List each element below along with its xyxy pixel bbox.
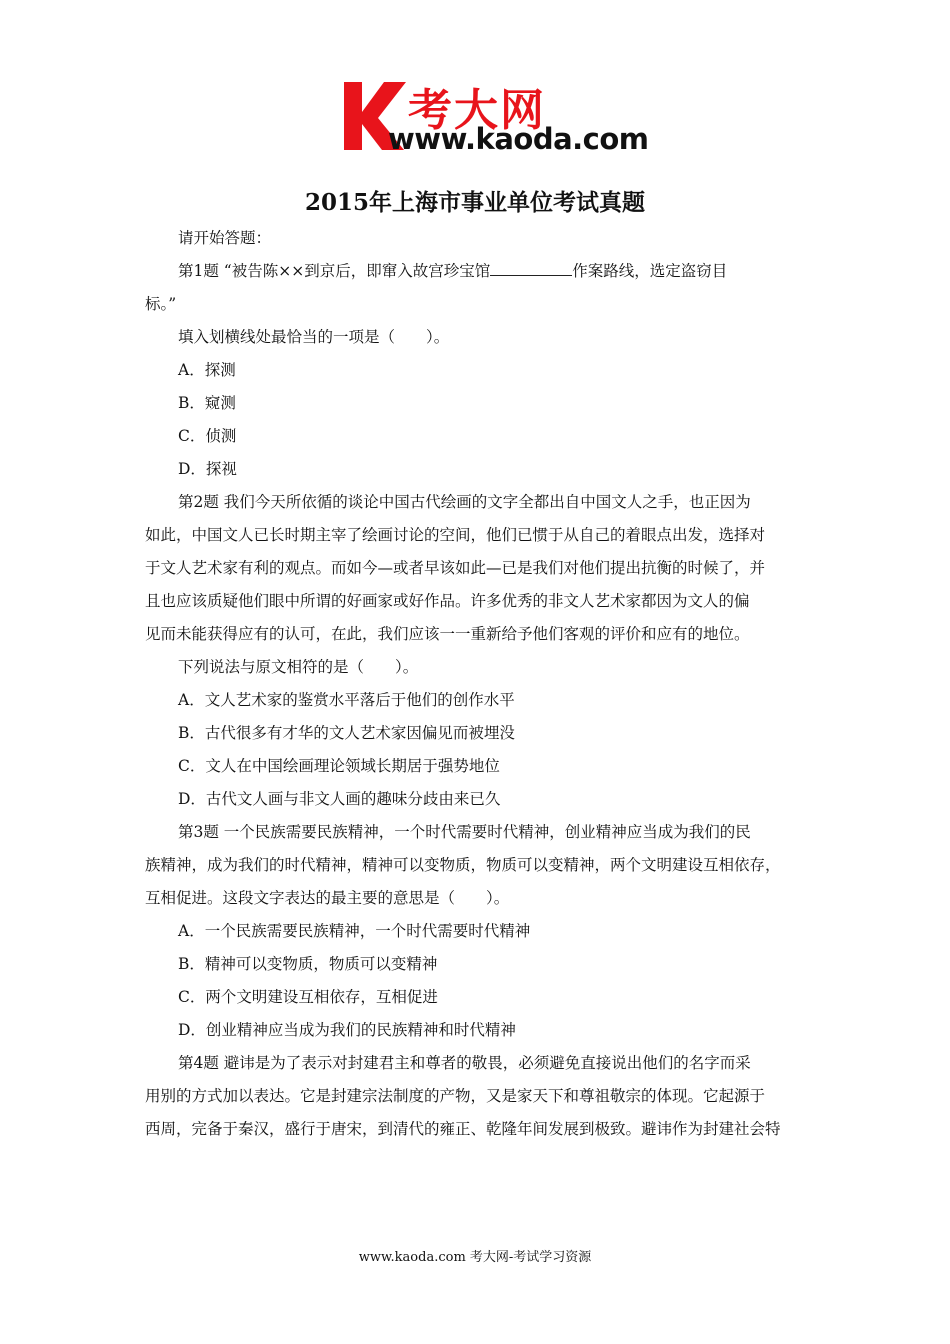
q2-option-a: A．文人艺术家的鉴赏水平落后于他们的创作水平 — [178, 691, 515, 709]
intro-text: 请开始答题： — [178, 229, 272, 247]
q2-line-3: 于文人艺术家有利的观点。而如今—或者早该如此—已是我们对他们提出抗衡的时候了，并 — [145, 559, 766, 577]
logo-url: www.kaoda.com — [388, 122, 649, 156]
q2-line-5: 见而未能获得应有的认可，在此，我们应该一一重新给予他们客观的评价和应有的地位。 — [145, 625, 750, 643]
q1-option-d: D．探视 — [178, 460, 237, 478]
q3-line-1: 第3题 一个民族需要民族精神，一个时代需要时代精神，创业精神应当成为我们的民 — [178, 823, 751, 841]
q1-option-b: B．窥测 — [178, 394, 236, 412]
q1-option-a: A．探测 — [178, 361, 236, 379]
q3-line-3: 互相促进。这段文字表达的最主要的意思是（ ）。 — [145, 889, 510, 907]
q2-option-d: D．古代文人画与非文人画的趣味分歧由来已久 — [178, 790, 501, 808]
q2-option-b: B．古代很多有才华的文人艺术家因偏见而被埋没 — [178, 724, 515, 742]
q1-question: 填入划横线处最恰当的一项是（ ）。 — [178, 328, 450, 346]
q2-question: 下列说法与原文相符的是（ ）。 — [178, 658, 419, 676]
page-footer: www.kaoda.com 考大网-考试学习资源 — [358, 1250, 592, 1265]
site-logo[interactable] — [340, 76, 660, 160]
q3-line-2: 族精神，成为我们的时代精神，精神可以变物质，物质可以变精神，两个文明建设互相依存， — [145, 856, 781, 874]
q4-line-3: 西周，完备于秦汉，盛行于唐宋，到清代的雍正、乾隆年间发展到极致。避讳作为封建社会特 — [145, 1120, 781, 1138]
q2-line-1: 第2题 我们今天所依循的谈论中国古代绘画的文字全都出自中国文人之手，也正因为 — [178, 493, 751, 511]
q2-line-2: 如此，中国文人已长时期主宰了绘画讨论的空间，他们已惯于从自己的着眼点出发，选择对 — [145, 526, 766, 544]
q1-option-c: C．侦测 — [178, 427, 237, 445]
q3-option-b: B．精神可以变物质，物质可以变精神 — [178, 955, 438, 973]
q3-option-d: D．创业精神应当成为我们的民族精神和时代精神 — [178, 1021, 516, 1039]
document-body — [145, 222, 805, 1146]
logo-chinese-name: 考大网 — [408, 85, 546, 136]
q4-line-2: 用别的方式加以表达。它是封建宗法制度的产物，又是家天下和尊祖敬宗的体现。它起源于 — [145, 1087, 766, 1105]
q1-blank — [490, 259, 572, 276]
q1-text-post: 作案路线，选定盗窃目 — [572, 262, 728, 280]
page-title: 2015年上海市事业单位考试真题 — [304, 189, 645, 216]
q1-text-pre: 第1题 “被告陈××到京后，即窜入故宫珍宝馆 — [178, 262, 491, 280]
q2-option-c: C．文人在中国绘画理论领域长期居于强势地位 — [178, 757, 500, 775]
q1-line-1 — [145, 255, 805, 288]
q3-option-c: C．两个文明建设互相依存，互相促进 — [178, 988, 438, 1006]
q2-line-4: 且也应该质疑他们眼中所谓的好画家或好作品。许多优秀的非文人艺术家都因为文人的偏 — [145, 592, 750, 610]
q1-line-2: 标。” — [145, 295, 177, 313]
q3-option-a: A．一个民族需要民族精神，一个时代需要时代精神 — [178, 922, 531, 940]
q4-line-1: 第4题 避讳是为了表示对封建君主和尊者的敬畏，必须避免直接说出他们的名字而采 — [178, 1054, 751, 1072]
